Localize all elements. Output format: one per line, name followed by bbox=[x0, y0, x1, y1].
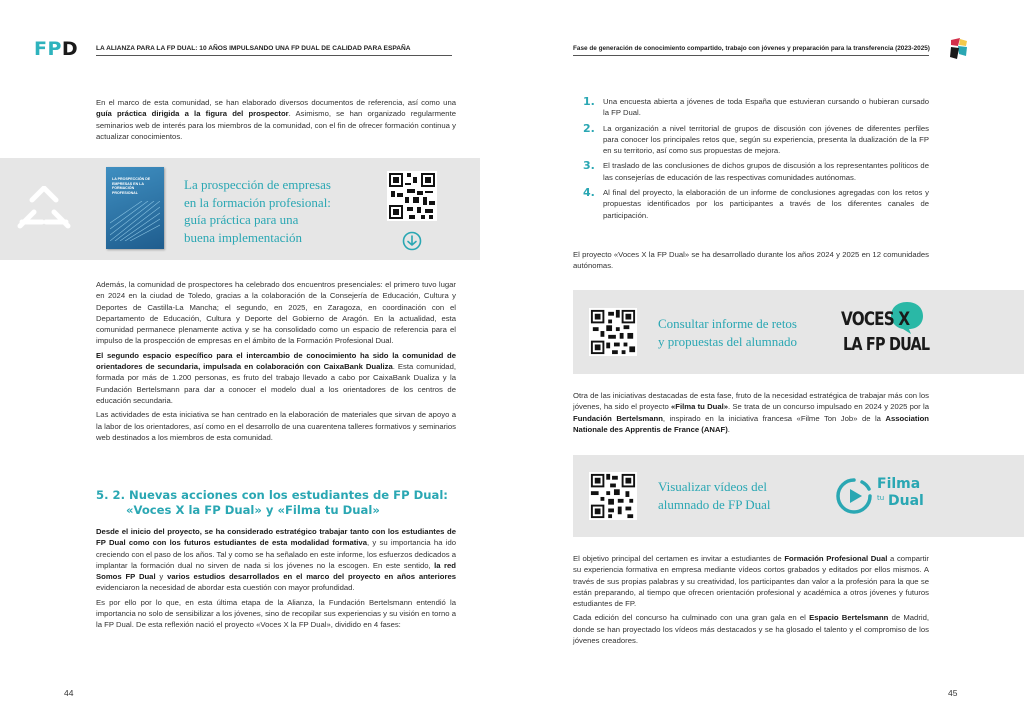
section-heading: 5. 2. Nuevas acciones con los estudiantes de FP Dual: «Voces X la FP Dual» y «Filma tu Dual» bbox=[96, 488, 448, 517]
students-paragraph: Desde el inicio del proyecto, se ha considerado estratégico trabajar tanto con los estudiantes de FP Dual como con los futuros estudiantes de esta modalidad formativa, y su importancia ha ido creciendo con el paso de los años. Tal y como se ha señalado en este informe, los esfuerzos dedicados a implantar la formación dual no sirven de nada si los jóvenes no la escogen. En este sentido, la red Somos FP Dual y varios estudios desarrollados en el marco del proyecto en años anteriores evidenciaron la necesidad de abordar esta cuestión con mayor profundidad. Es por ello por lo que, en esta última etapa de la Alianza, la Fundación Bertelsmann entendió la importancia no solo de sensibilizar a los jóvenes, sino de recopilar sus experiencias y su visión en torno a la FP Dual. De esta reflexión nació el proyecto «Voces X la FP Dual», dividido en 4 fases: bbox=[96, 527, 457, 630]
download-icon[interactable] bbox=[402, 231, 422, 251]
alliance-logo-icon bbox=[948, 38, 968, 60]
filma-panel-title[interactable]: Visualizar vídeos del alumnado de FP Dual bbox=[658, 479, 771, 512]
guide-panel-title[interactable]: La prospección de empresas en la formación profesional: guía práctica para una buena implementación bbox=[184, 177, 331, 245]
filma-objective-paragraph: El objetivo principal del certamen es invitar a estudiantes de Formación Profesional Dual a compartir su experiencia formativa en empresa mediante vídeos cortos grabados y editados por ellos mismos. A través de sus propias palabras y su creatividad, los participantes dan valor a la profesión para la que se están preparando, al tiempo que ofrecen orientación profesional y académica a otros jóvenes y futuros estudiantes de FP. Cada edición del concurso ha culminado con una gran gala en el Espacio Bertelsmann de Madrid, donde se han proyectado los vídeos más destacados y se ha glosado el talento y el compromiso de los jóvenes creadores. bbox=[573, 554, 929, 646]
play-icon bbox=[835, 477, 873, 515]
list-item: 2. La organización a nivel territorial de grupos de discusión con jóvenes de diferentes perfiles para conocer los principales retos que, según su experiencia, presenta la dualización de la FP en su territorio, así como sus propuestas de mejora. bbox=[583, 121, 929, 156]
voces-panel bbox=[573, 290, 1024, 374]
list-item: 1. Una encuesta abierta a jóvenes de toda España que estuvieran cursando o hubieran cursado la FP Dual. bbox=[583, 95, 929, 118]
filma-intro-paragraph: Otra de las iniciativas destacadas de esta fase, fruto de la necesidad estratégica de trabajar más con los jóvenes, ha sido el proyecto «Filma tu Dual». Se trata de un concurso impulsado en 2024 y 2025 por la Fundación Bertelsmann, inspirado en la iniciativa francesa «Filme Ton Job» de la Association Nationale des Apprentis de France (ANAF). bbox=[573, 391, 929, 434]
filma-logo: Filma tu Dual bbox=[835, 475, 935, 519]
guide-panel bbox=[0, 158, 480, 260]
guide-qr-code-icon[interactable] bbox=[387, 171, 437, 221]
guide-book-cover: LA PROSPECCIÓN DE EMPRESAS EN LA FORMACIÓN PROFESIONAL bbox=[106, 167, 164, 249]
running-header-right: Fase de generación de conocimiento compartido, trabajo con jóvenes y preparación para la transferencia (2023-2025) bbox=[573, 45, 929, 56]
voces-logo: VOCES X LA FP DUAL bbox=[841, 300, 931, 364]
voces-panel-title[interactable]: Consultar informe de retos y propuestas del alumnado bbox=[658, 316, 797, 349]
voces-qr-code-icon[interactable] bbox=[589, 308, 637, 356]
list-item: 4. Al final del proyecto, la elaboración de un informe de conclusiones agregadas con los retos y propuestas identificados por los participantes a través de los diferentes canales de participación. bbox=[583, 186, 929, 220]
filma-panel bbox=[573, 455, 1024, 537]
page-number-right: 45 bbox=[948, 688, 958, 698]
running-header-left: LA ALIANZA PARA LA FP DUAL: 10 AÑOS IMPULSANDO UNA FP DUAL DE CALIDAD PARA ESPAÑA bbox=[96, 45, 452, 56]
fpd-logo: FPD bbox=[34, 38, 79, 60]
filma-qr-code-icon[interactable] bbox=[589, 472, 637, 520]
intro-paragraph: En el marco de esta comunidad, se han elaborado diversos documentos de referencia, así como una guía práctica dirigida a la figura del prospector. Asimismo, se han organizado regularmente seminarios web de interés para los miembros de la comunidad, con el fin de ofrecer formación continua y actualizar conocimientos. bbox=[96, 98, 456, 141]
page-number-left: 44 bbox=[64, 688, 74, 698]
book-pattern-icon bbox=[110, 201, 160, 241]
phases-list bbox=[573, 96, 929, 225]
list-item: 3. El traslado de las conclusiones de dichos grupos de discusión a los representantes políticos de las consejerías de educación de las respectivas comunidades autónomas. bbox=[583, 159, 929, 182]
arrows-up-icon bbox=[14, 186, 74, 234]
voces-duration-paragraph: El proyecto «Voces X la FP Dual» se ha desarrollado durante los años 2024 y 2025 en 12 comunidades autónomas. bbox=[573, 250, 929, 271]
prospectors-paragraph: Además, la comunidad de prospectores ha celebrado dos encuentros presenciales: el primero tuvo lugar en 2024 en la ciudad de Toledo, gracias a la colaboración de la Consejería de Educación, Cultura y Deportes de Castilla-La Mancha; el segundo, en 2025, en Zaragoza, en coordinación con el Departamento de Educación, Cultura y Deporte del Gobierno de Aragón. En la actualidad, esta comunidad permanece plenamente activa y se ha consolidado como un espacio de referencia para el impulso de la prospección de empresas en el ámbito de la Formación Profesional Dual. El segundo espacio específico para el intercambio de conocimiento ha sido la comunidad de orientadores de secundaria, impulsada en colaboración con CaixaBank Dualiza. Esta comunidad, formada por más de 1.200 personas, es fruto del trabajo llevado a cabo por CaixaBank Dualiza y la Fundación Bertelsmann para dar a conocer el modelo dual a los orientadores de los centros de educación secundaria. Las actividades de esta iniciativa se han centrado en la elaboración de materiales que sirvan de apoyo a la labor de los orientadores, así como en el desarrollo de una cuarentena talleres formativos y seminarios web destinados a los miembros de esta comunidad. bbox=[96, 280, 456, 442]
